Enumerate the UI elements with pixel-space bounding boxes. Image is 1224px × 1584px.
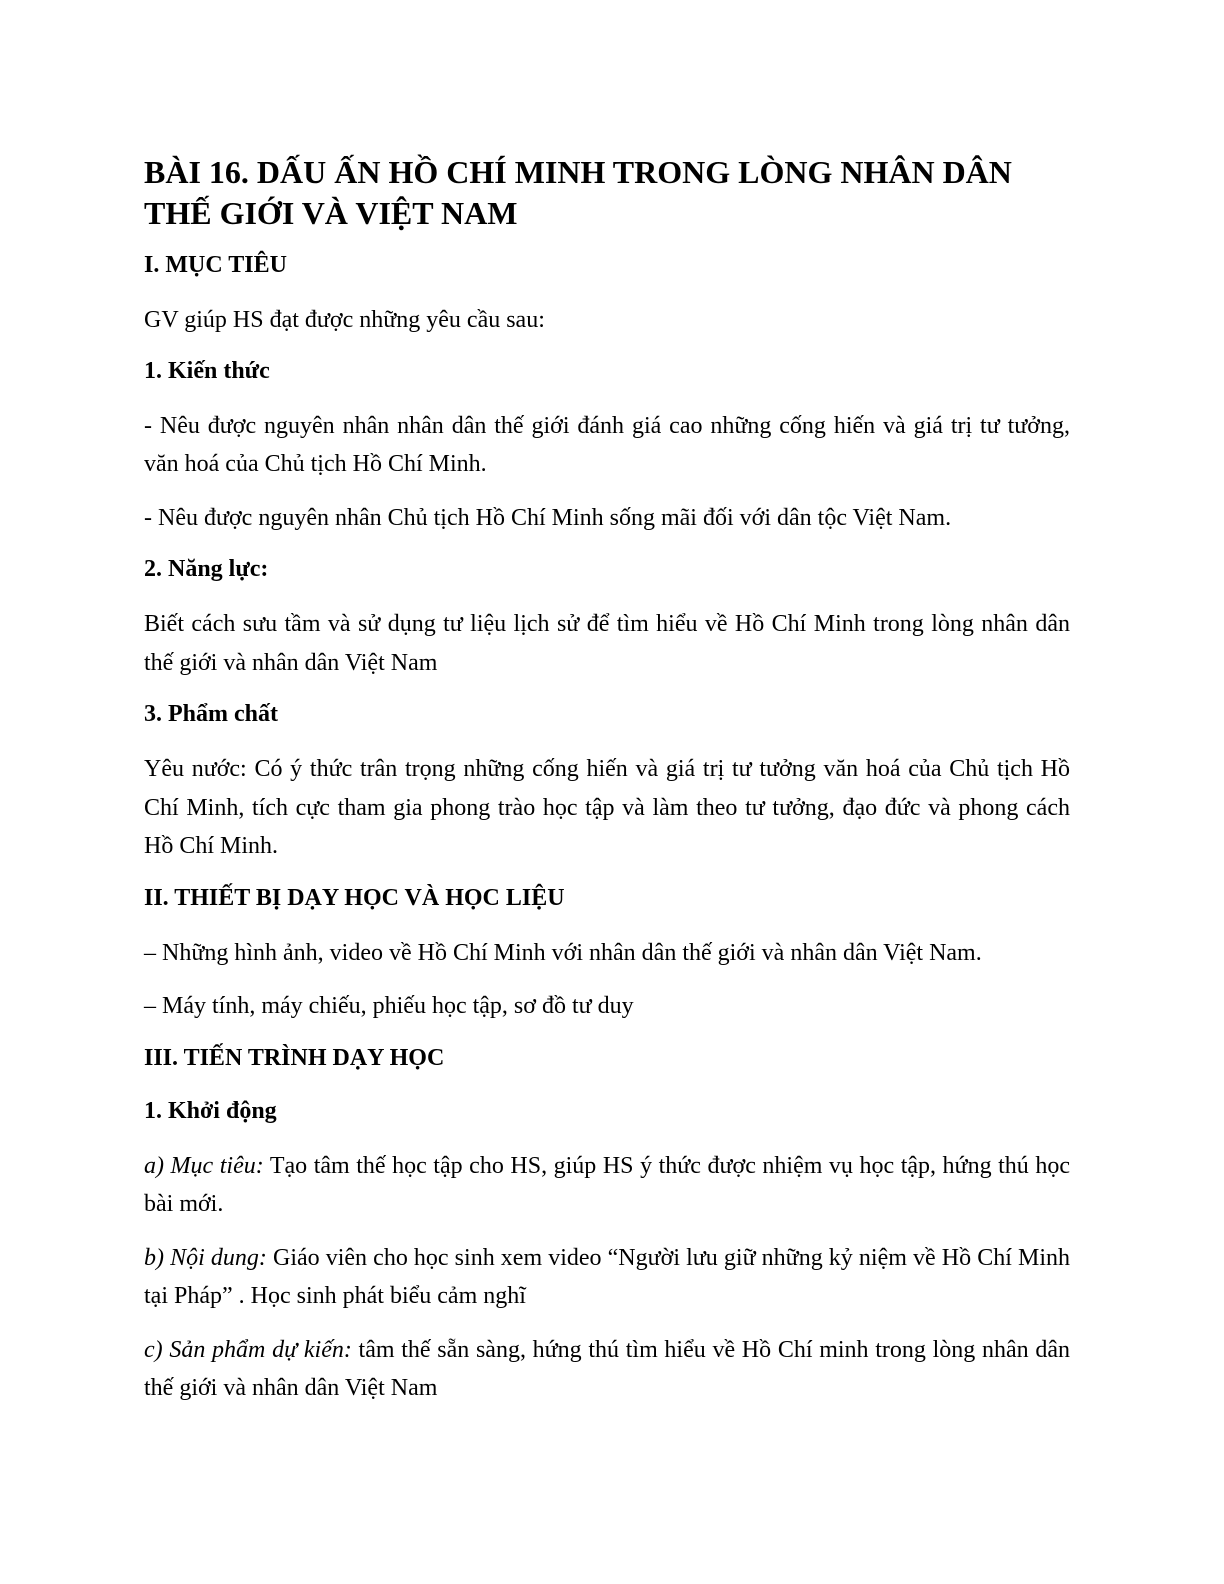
objectives-intro: GV giúp HS đạt được những yêu cầu sau:: [144, 307, 545, 333]
subheading-competence: 2. Năng lực:: [144, 556, 269, 582]
section-heading-equipment: II. THIẾT BỊ DẠY HỌC VÀ HỌC LIỆU: [144, 884, 565, 911]
section-heading-objectives: I. MỤC TIÊU: [144, 252, 287, 278]
lesson-title: BÀI 16. DẤU ẤN HỒ CHÍ MINH TRONG LÒNG NHÂN DÂN THẾ GIỚI VÀ VIỆT NAM: [144, 154, 1012, 231]
quality-text: Yêu nước: Có ý thức trân trọng những cống hiến và giá trị tư tưởng văn hoá của Chủ tịch Hồ Chí Minh, tích cực tham gia phong trào học tập và làm theo tư tưởng, đạo đức và phong cách Hồ Chí Minh.: [144, 756, 1070, 859]
startup-objective: [144, 1147, 1070, 1224]
document-page: [144, 152, 1070, 1423]
subheading-knowledge: 1. Kiến thức: [144, 357, 270, 384]
startup-content-label: b) Nội dung:: [144, 1244, 267, 1271]
startup-objective-label: a) Mục tiêu:: [144, 1152, 264, 1179]
startup-objective-text: Tạo tâm thế học tập cho HS, giúp HS ý thức được nhiệm vụ học tập, hứng thú học bài mới.: [144, 1152, 1070, 1217]
startup-content: [144, 1239, 1070, 1316]
knowledge-item-1: - Nêu được nguyên nhân nhân dân thế giới đánh giá cao những cống hiến và giá trị tư tưởng, văn hoá của Chủ tịch Hồ Chí Minh.: [144, 412, 1070, 477]
subheading-quality: 3. Phẩm chất: [144, 701, 278, 727]
knowledge-item-2: - Nêu được nguyên nhân Chủ tịch Hồ Chí Minh sống mãi đối với dân tộc Việt Nam.: [144, 504, 952, 531]
startup-product-label: c) Sản phẩm dự kiến:: [144, 1336, 352, 1363]
competence-text: Biết cách sưu tầm và sử dụng tư liệu lịch sử để tìm hiểu về Hồ Chí Minh trong lòng nhân dân thế giới và nhân dân Việt Nam: [144, 611, 1070, 676]
section-heading-process: III. TIẾN TRÌNH DẠY HỌC: [144, 1044, 445, 1071]
subheading-startup: 1. Khởi động: [144, 1097, 277, 1124]
equipment-item-1: – Những hình ảnh, video về Hồ Chí Minh với nhân dân thế giới và nhân dân Việt Nam.: [144, 939, 982, 966]
startup-product-text: tâm thế sẵn sàng, hứng thú tìm hiểu về Hồ Chí minh trong lòng nhân dân thế giới và nhân dân Việt Nam: [144, 1336, 1071, 1401]
startup-product: [144, 1331, 1070, 1408]
startup-content-text: Giáo viên cho học sinh xem video “Người lưu giữ những kỷ niệm về Hồ Chí Minh tại Pháp” . Học sinh phát biểu cảm nghĩ: [144, 1244, 1070, 1309]
equipment-item-2: – Máy tính, máy chiếu, phiếu học tập, sơ đồ tư duy: [144, 993, 634, 1019]
